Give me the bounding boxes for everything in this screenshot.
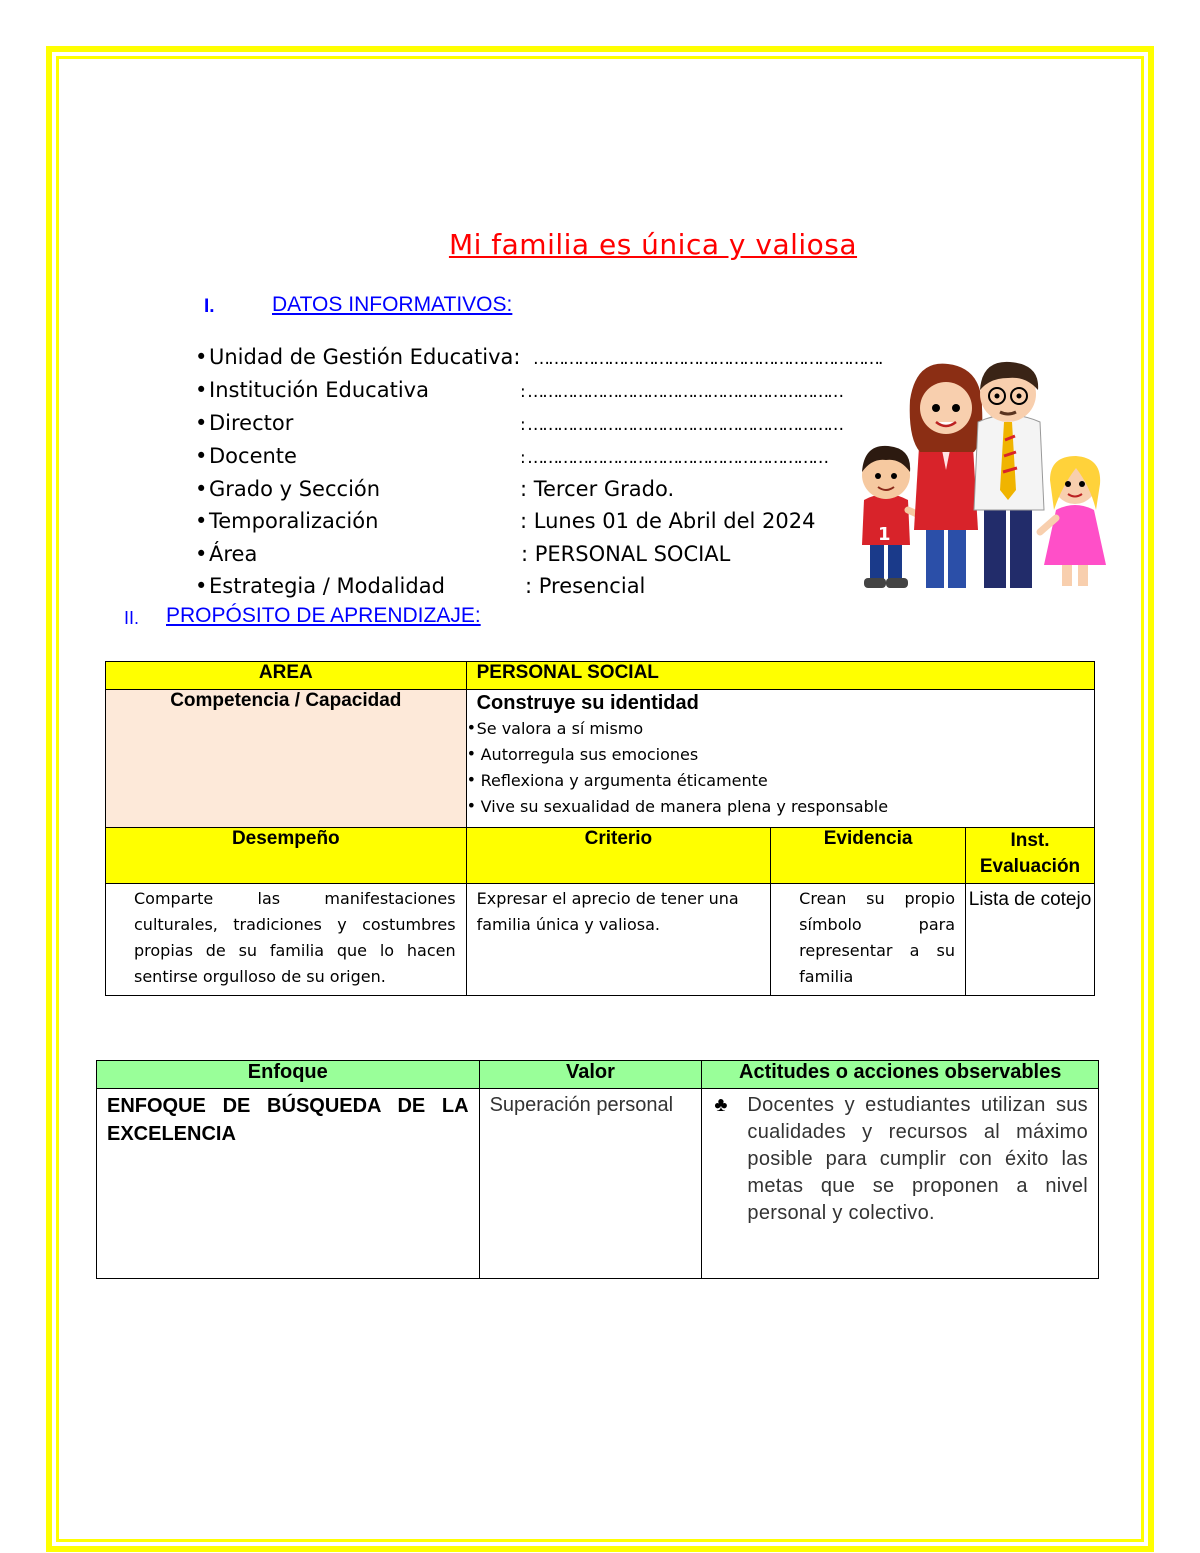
enfoque-text: ENFOQUE DE BÚSQUEDA DE LA EXCELENCIA <box>107 1095 469 1145</box>
info-label: Grado y Sección <box>209 477 381 501</box>
list-item: • Reflexiona y argumenta éticamente <box>467 768 1094 794</box>
bullet-icon: • <box>195 574 208 598</box>
bullet-icon: • <box>195 542 208 566</box>
area-value: PERSONAL SOCIAL <box>466 662 1094 690</box>
info-value: : Lunes 01 de Abril del 2024 <box>520 509 816 533</box>
info-label: Director <box>209 411 294 435</box>
section-1-heading: DATOS INFORMATIVOS: <box>272 293 513 316</box>
area-label: AREA <box>106 662 467 690</box>
instrumento-text: Lista de cotejo <box>968 889 1092 910</box>
mother-figure <box>910 364 983 588</box>
competencia-title: Construye su identidad <box>476 692 699 714</box>
svg-text:1: 1 <box>878 524 891 545</box>
bullet-icon: • <box>195 509 208 533</box>
info-label: Unidad de Gestión Educativa: <box>209 345 521 369</box>
desempeno-cell <box>106 884 467 996</box>
enfoque-table <box>96 1060 1099 1279</box>
enfoque-cell <box>97 1089 480 1279</box>
father-figure <box>974 362 1044 588</box>
table-row <box>97 1089 1099 1279</box>
info-label: Institución Educativa <box>209 378 429 402</box>
info-value: : PERSONAL SOCIAL <box>521 542 731 566</box>
criterio-cell <box>466 884 771 996</box>
instrumento-cell <box>966 884 1095 996</box>
table-row <box>106 884 1095 996</box>
actitudes-text: Docentes y estudiantes utilizan sus cualidades y recursos al máximo posible para cumplir con éxito las metas que se proponen a nivel personal y colectivo. <box>747 1094 1088 1224</box>
bullet-icon: • <box>195 477 208 501</box>
table-row <box>106 662 1095 690</box>
capacidades-list <box>467 716 1094 820</box>
criterio-text: Expresar el aprecio de tener una familia única y valiosa. <box>476 889 739 934</box>
valor-cell <box>479 1089 702 1279</box>
list-item: • Vive su sexualidad de manera plena y responsable <box>467 794 1094 820</box>
list-item: • Autorregula sus emociones <box>467 742 1094 768</box>
info-label: Temporalización <box>209 509 379 533</box>
info-value: : …………………………………………………… <box>520 448 828 468</box>
evidencia-cell <box>771 884 966 996</box>
desempeno-text: Comparte las manifestaciones culturales, tradiciones y costumbres propias de su familia que lo hacen sentirse orgulloso de su origen. <box>134 889 456 986</box>
header-desempeno: Desempeño <box>106 828 467 884</box>
purpose-table <box>105 661 1095 996</box>
header-criterio: Criterio <box>466 828 771 884</box>
header-evidencia: Evidencia <box>771 828 966 884</box>
valor-text: Superación personal <box>489 1094 674 1116</box>
info-label: Estrategia / Modalidad <box>209 574 445 598</box>
table-row <box>106 690 1095 828</box>
info-value: ……………………………………………………………. <box>533 349 882 369</box>
competencia-label: Competencia / Capacidad <box>106 690 467 828</box>
competencia-cell <box>466 690 1094 828</box>
info-value: : ……………………………………………………… <box>520 382 843 402</box>
info-label: Área <box>209 542 258 566</box>
info-label: Docente <box>209 444 297 468</box>
bullet-icon: • <box>195 378 208 402</box>
section-2-heading: PROPÓSITO DE APRENDIZAJE: <box>166 604 481 627</box>
list-item: • Se valora a sí mismo <box>467 716 1094 742</box>
bullet-icon: • <box>195 345 208 369</box>
info-value: : Tercer Grado. <box>520 477 675 501</box>
header-enfoque: Enfoque <box>97 1061 480 1089</box>
evidencia-text: Crean su propio símbolo para representar a su familia <box>799 889 956 986</box>
page-title: Mi familia es única y valiosa <box>448 228 858 261</box>
info-value: : Presencial <box>525 574 646 598</box>
bullet-icon: • <box>195 411 208 435</box>
family-illustration <box>850 360 1120 600</box>
girl-figure <box>1040 456 1106 586</box>
table-row <box>97 1061 1099 1089</box>
actitudes-cell <box>702 1089 1099 1279</box>
section-1-number: I. <box>204 296 215 317</box>
info-value: : ……………………………………………………… <box>520 415 843 435</box>
bullet-icon: • <box>195 444 208 468</box>
header-instrumento: Inst. Evaluación <box>966 828 1095 884</box>
header-valor: Valor <box>479 1061 702 1089</box>
table-row <box>106 828 1095 884</box>
actitudes-item <box>702 1089 1098 1227</box>
header-actitudes: Actitudes o acciones observables <box>702 1061 1099 1089</box>
club-bullet-icon: ♣ <box>714 1094 728 1116</box>
section-2-number: II. <box>124 608 140 628</box>
